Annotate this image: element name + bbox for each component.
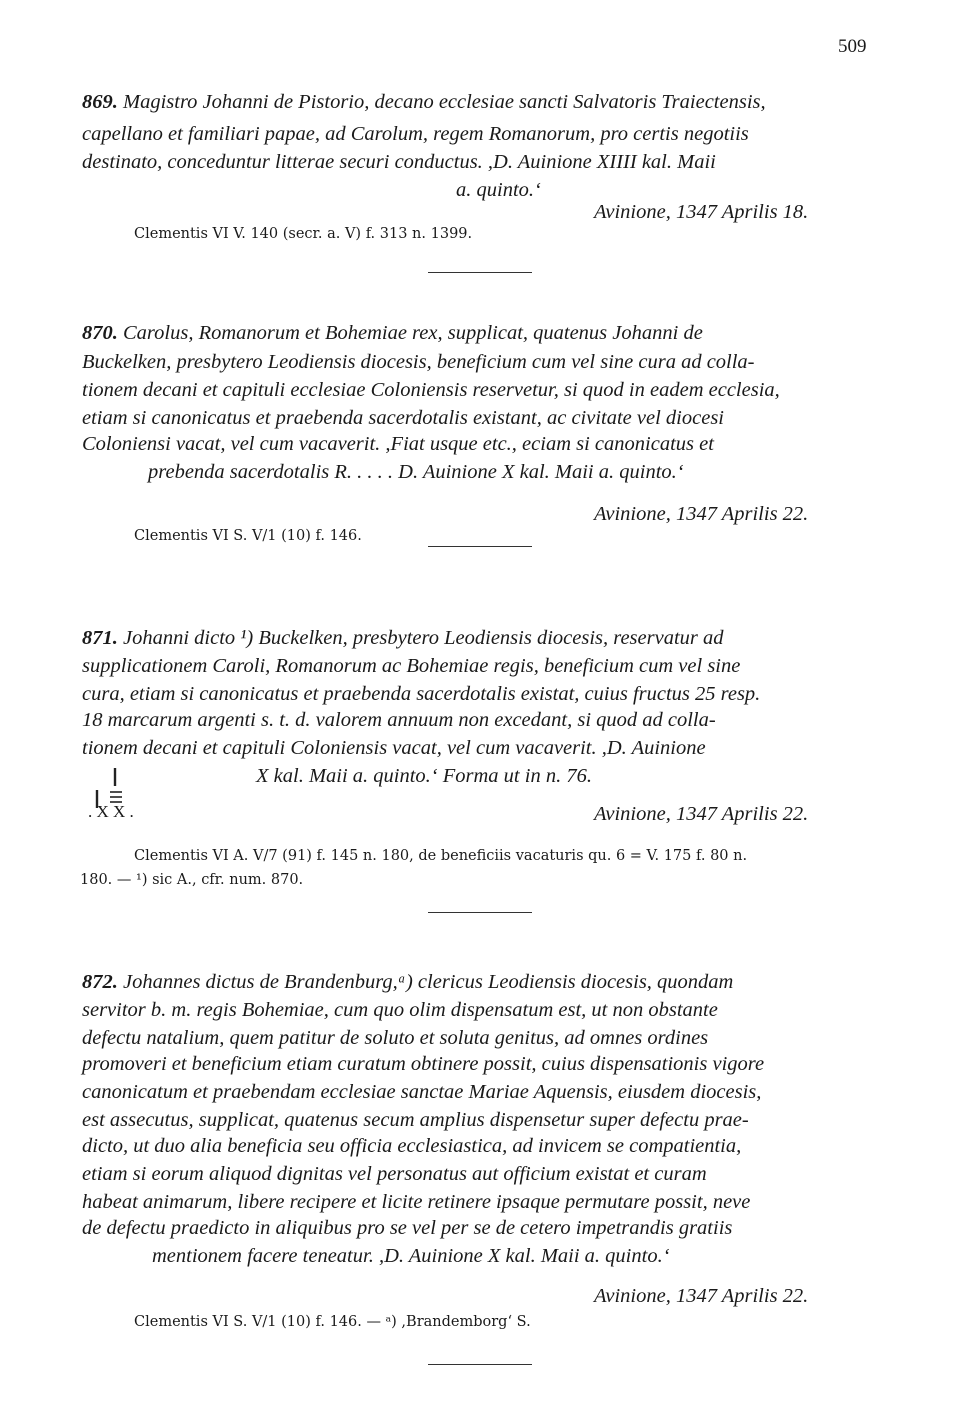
entry-869-date: Avinione, 1347 Aprilis 18. xyxy=(594,201,809,223)
entry-872-line-7: dicto, ut duo alia beneficia seu officia ecclesiastica, ad invicem se compatientia, xyxy=(82,1135,742,1157)
entry-870-number: 870. xyxy=(82,322,118,344)
entry-871-source-line-1: Clementis VI A. V/7 (91) f. 145 n. 180, de beneficiis vacaturis qu. 6 = V. 175 f. 80 n. xyxy=(134,848,748,864)
entry-869-line-3: destinato, conceduntur litterae securi conductus. ,D. Auinione XIIII kal. Maii xyxy=(82,151,716,173)
entry-872-date: Avinione, 1347 Aprilis 22. xyxy=(594,1285,809,1307)
entry-871-line-4: 18 marcarum argenti s. t. d. valorem annuum non excedant, si quod ad colla- xyxy=(82,709,716,731)
entry-872-line-3: defectu natalium, quem patitur de soluto et soluta genitus, ad omnes ordines xyxy=(82,1027,709,1049)
entry-870-date: Avinione, 1347 Aprilis 22. xyxy=(594,503,809,525)
entry-870-line-1: 870. Carolus, Romanorum et Bohemiae rex, supplicat, quatenus Johanni de xyxy=(82,322,703,344)
entry-869-line-2: capellano et familiari papae, ad Carolum, regem Romanorum, pro certis negotiis xyxy=(82,123,749,145)
entry-870-line-5: Coloniensi vacat, vel cum vacaverit. ,Fiat usque etc., eciam si canonicatus et xyxy=(82,433,714,455)
entry-872-line-4: promoveri et beneficium etiam curatum obtinere possit, cuius dispensationis vigore xyxy=(82,1053,765,1075)
entry-872-source: Clementis VI S. V/1 (10) f. 146. — ᵃ) ,Brandemborg‘ S. xyxy=(134,1314,531,1330)
separator-rule xyxy=(428,912,532,913)
entry-870-source: Clementis VI S. V/1 (10) f. 146. xyxy=(134,528,362,544)
separator-rule xyxy=(428,272,532,273)
separator-rule xyxy=(428,1364,532,1365)
entry-871-line-3: cura, etiam si canonicatus et praebenda sacerdotalis existat, cuius fructus 25 resp. xyxy=(82,683,761,705)
entry-872-line-1: 872. Johannes dictus de Brandenburg,ᵃ) clericus Leodiensis diocesis, quondam xyxy=(82,971,734,993)
entry-871-line-6: X kal. Maii a. quinto.‘ Forma ut in n. 76. xyxy=(256,765,592,787)
entry-872-number: 872. xyxy=(82,971,118,993)
entry-872-line-11: mentionem facere teneatur. ,D. Auinione X kal. Maii a. quinto.‘ xyxy=(152,1245,670,1267)
entry-871-line-1: 871. Johanni dicto ¹) Buckelken, presbytero Leodiensis diocesis, reservatur ad xyxy=(82,627,724,649)
entry-871-number: 871. xyxy=(82,627,118,649)
entry-870-line-4: etiam si canonicatus et praebenda sacerdotalis existant, ac civitate vel diocesi xyxy=(82,407,724,429)
entry-872-line-2: servitor b. m. regis Bohemiae, cum quo olim dispensatum est, ut non obstante xyxy=(82,999,718,1021)
entry-871-line-5: tionem decani et capituli Coloniensis vacat, vel cum vacaverit. ,D. Auinione xyxy=(82,737,706,759)
entry-870-line-2: Buckelken, presbytero Leodiensis diocesis, beneficium cum vel sine cura ad colla- xyxy=(82,351,755,373)
entry-871-date: Avinione, 1347 Aprilis 22. xyxy=(594,803,809,825)
page-number: 509 xyxy=(838,36,867,57)
entry-872-line-8: etiam si eorum aliquod dignitas vel personatus aut officium existat et curam xyxy=(82,1163,707,1185)
entry-869-line-4: a. quinto.‘ xyxy=(456,179,541,201)
entry-869-line-1: 869. Magistro Johanni de Pistorio, decano ecclesiae sancti Salvatoris Traiectensis, xyxy=(82,91,766,113)
entry-871-source-line-2: 180. — ¹) sic A., cfr. num. 870. xyxy=(80,872,304,888)
entry-870-line-6: prebenda sacerdotalis R. . . . . D. Auinione X kal. Maii a. quinto.‘ xyxy=(148,461,684,483)
entry-871-line-2: supplicationem Caroli, Romanorum ac Bohemiae regis, beneficium cum vel sine xyxy=(82,655,741,677)
entry-869-source: Clementis VI V. 140 (secr. a. V) f. 313 n. 1399. xyxy=(134,226,473,242)
entry-872-line-5: canonicatum et praebendam ecclesiae sanctae Mariae Aquensis, eiusdem diocesis, xyxy=(82,1081,762,1103)
entry-869-number: 869. xyxy=(82,91,118,113)
separator-rule xyxy=(428,546,532,547)
entry-872-line-10: de defectu praedicto in aliquibus pro se vel per se de cetero impetrandis gratiis xyxy=(82,1217,733,1239)
entry-872-line-9: habeat animarum, libere recipere et licite retinere ipsaque permutare possit, neve xyxy=(82,1191,751,1213)
entry-872-line-6: est assecutus, supplicat, quatenus secum amplius dispensetur super defectu prae- xyxy=(82,1109,749,1131)
entry-870-line-3: tionem decani et capituli ecclesiae Coloniensis reservetur, si quod in eadem ecclesia, xyxy=(82,379,780,401)
marginal-mark-text: . X X . xyxy=(88,802,134,821)
